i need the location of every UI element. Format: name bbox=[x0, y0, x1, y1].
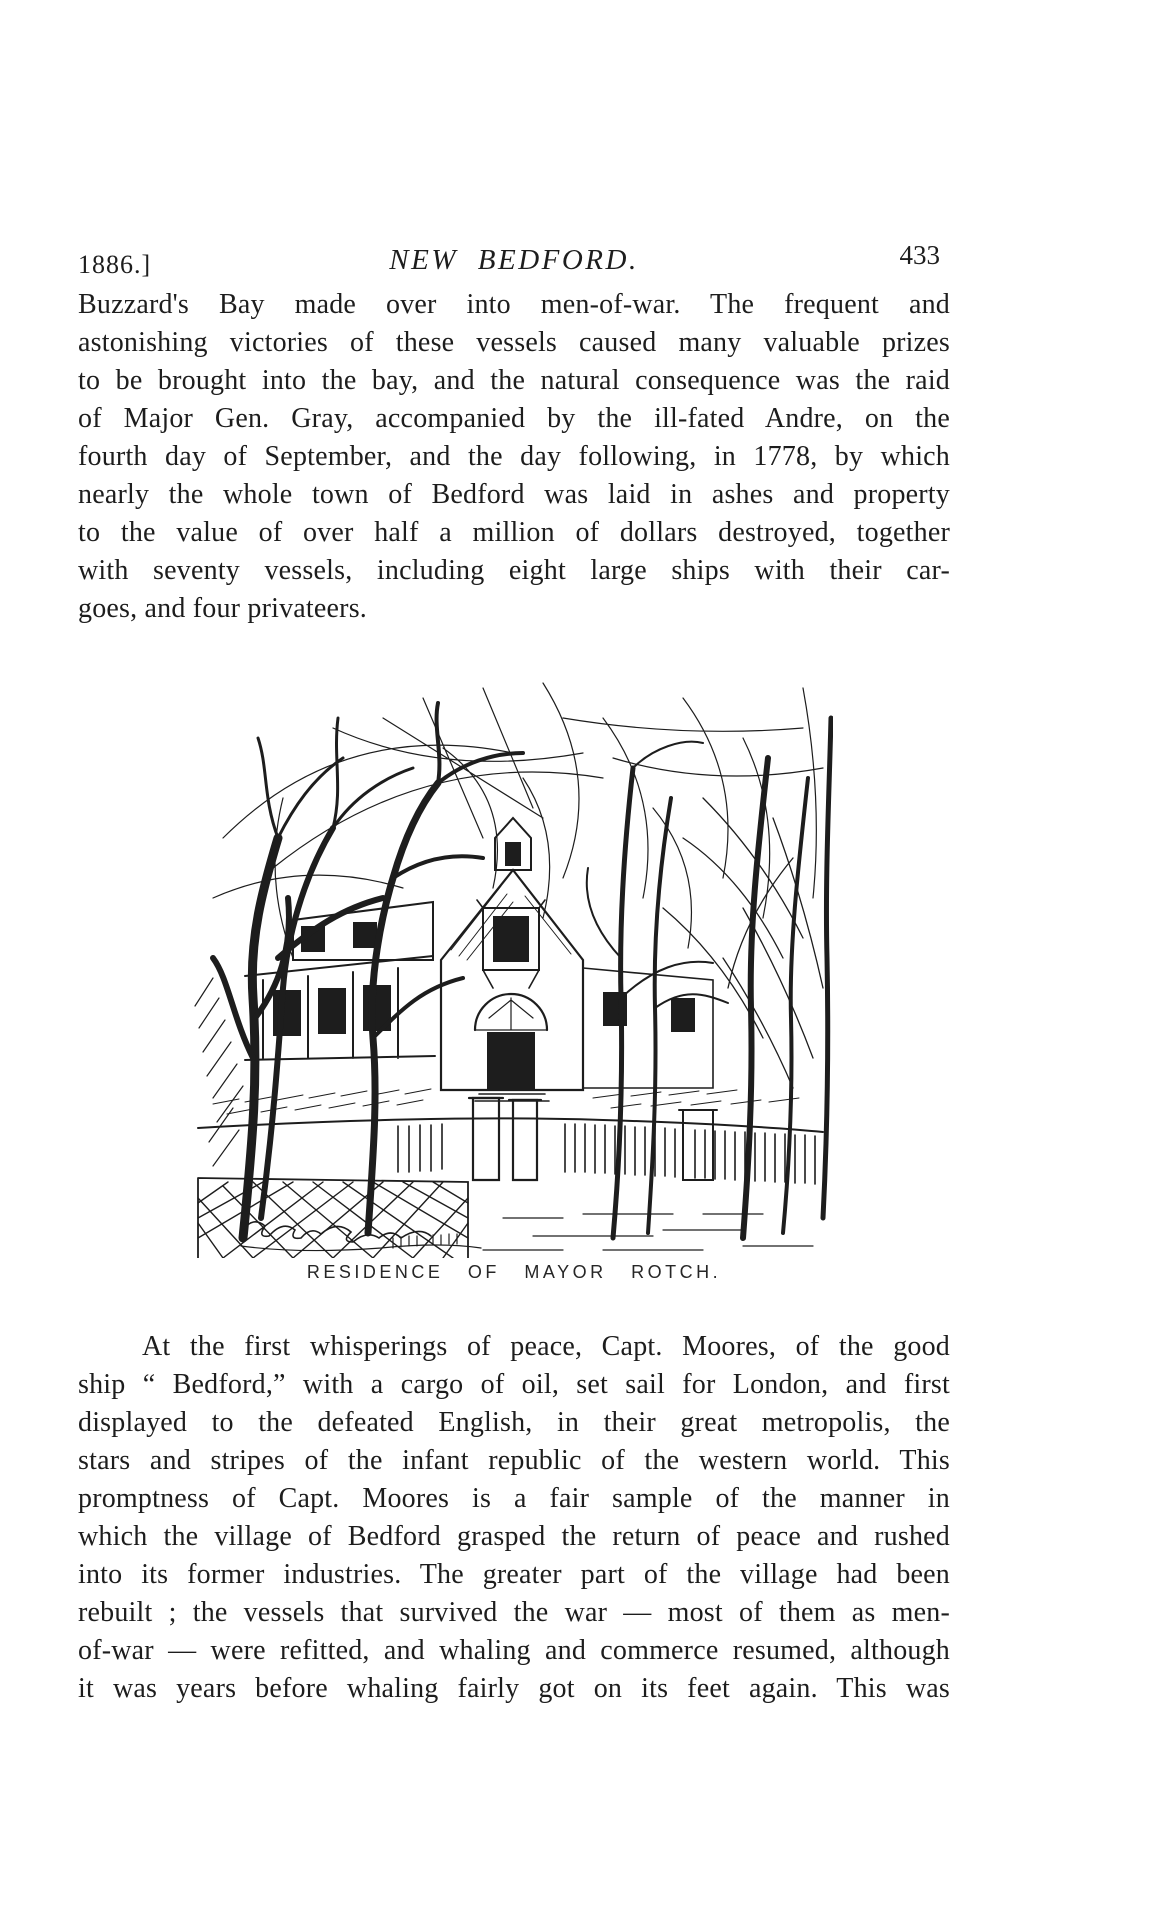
text-line: which the village of Bedford grasped the return of peace and rushed bbox=[78, 1521, 950, 1552]
text-line: ship “ Bedford,” with a cargo of oil, set sail for London, and first bbox=[78, 1369, 950, 1400]
running-title: NEW BEDFORD. bbox=[389, 244, 639, 276]
page-number: 433 bbox=[899, 240, 940, 270]
text-line: to be brought into the bay, and the natural consequence was the raid bbox=[78, 365, 950, 396]
text-line: nearly the whole town of Bedford was laid in ashes and property bbox=[78, 479, 950, 510]
text-line: promptness of Capt. Moores is a fair sample of the manner in bbox=[78, 1483, 950, 1514]
text-line: it was years before whaling fairly got on its feet again. This was bbox=[78, 1673, 950, 1704]
text-line: into its former industries. The greater part of the village had been bbox=[78, 1559, 950, 1590]
text-line: fourth day of September, and the day following, in 1778, by which bbox=[78, 441, 950, 472]
figure-caption: RESIDENCE OF MAYOR ROTCH. bbox=[306, 1262, 722, 1282]
page-header bbox=[78, 240, 950, 280]
text-line: Buzzard's Bay made over into men-of-war. The frequent and bbox=[78, 289, 950, 320]
header-year: 1886.] bbox=[78, 250, 152, 279]
paragraph-2 bbox=[78, 1328, 950, 1708]
text-line: astonishing victories of these vessels caused many valuable prizes bbox=[78, 327, 950, 358]
text-line: displayed to the defeated English, in their great metropolis, the bbox=[78, 1407, 950, 1438]
text-line: with seventy vessels, including eight large ships with their car- bbox=[78, 555, 950, 586]
text-line: At the first whisperings of peace, Capt. Moores, of the good bbox=[142, 1331, 950, 1362]
text-line: of Major Gen. Gray, accompanied by the ill-fated Andre, on the bbox=[78, 403, 950, 434]
text-line: rebuilt ; the vessels that survived the war — most of them as men- bbox=[78, 1597, 950, 1628]
text-line: stars and stripes of the infant republic of the western world. This bbox=[78, 1445, 950, 1476]
figure-residence bbox=[183, 658, 833, 1258]
paragraph-1 bbox=[78, 286, 950, 628]
text-line: to the value of over half a million of dollars destroyed, together bbox=[78, 517, 950, 548]
illustration-residence-of-mayor-rotch bbox=[183, 658, 833, 1258]
text-line: of-war — were refitted, and whaling and commerce resumed, although bbox=[78, 1635, 950, 1666]
text-line: goes, and four privateers. bbox=[78, 593, 367, 624]
